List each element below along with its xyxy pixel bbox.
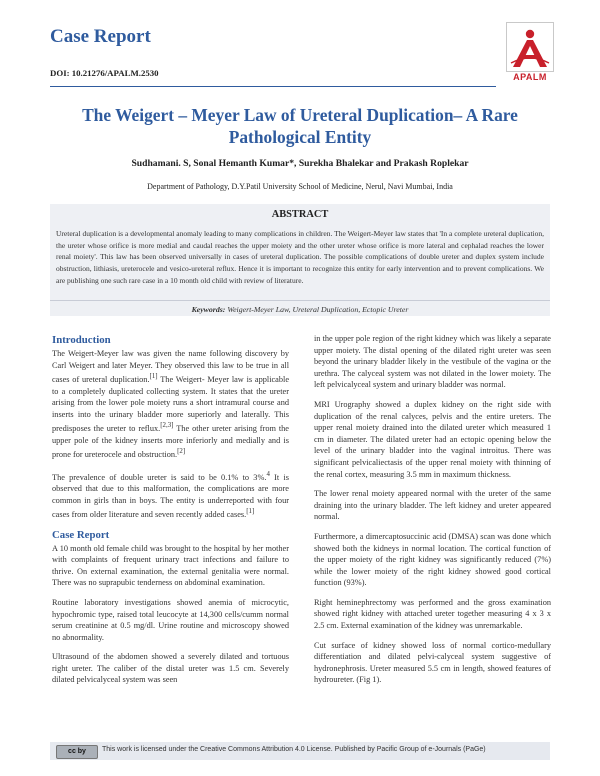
- intro-text-2a: The prevalence of double ureter is said to be 0.1% to 3%.: [52, 472, 267, 482]
- intro-text-1c: The other ureter arising from the upper pole of the kidney inserts more inferiorly and medially and is prone for ureterocele and obstruction.: [52, 424, 289, 460]
- citation: 4: [266, 470, 270, 478]
- right-paragraph-5: Right heminephrectomy was performed and the gross examination showed right kidney with attached ureter together measuring 4 x 3 x 2.5 cm. External examination of the kidney was unremarkable.: [314, 597, 551, 631]
- case-report-heading: Case Report: [52, 528, 110, 541]
- keywords-divider: [50, 300, 550, 301]
- introduction-heading: Introduction: [52, 334, 111, 346]
- license-text: This work is licensed under the Creative Commons Attribution 4.0 License. Published by Pacific Group of e-Journals (PaGe): [102, 746, 486, 753]
- intro-text-1b: The Weigert- Meyer law is applicable to a completely duplicated collecting system. It states that the ureter arising from the lower pole moiety runs a short intramural course and inserts into the urinary bladder more superiorly and laterally. This predisposes the ureter to reflux.: [52, 374, 290, 434]
- right-paragraph-4: Furthermore, a dimercaptosuccinic acid (DMSA) scan was done which showed both the kidneys in normal location. The cortical function of the upper moiety of the right kidney was significantly reduced (7%) while the lower moiety of the right kidney showed good cortical function (93%).: [314, 531, 551, 588]
- case-paragraph-1: A 10 month old female child was brought to the hospital by her mother with complaints of frequent urinary tract infections and failure to thrive. On external examination, the external genitalia were normal. There was no suprapubic tenderness on abdominal examination.: [52, 543, 289, 588]
- journal-logo: [500, 22, 560, 90]
- header-divider: [50, 86, 496, 87]
- abstract-text: Ureteral duplication is a developmental anomaly leading to many complications in children. The Weigert-Meyer law states that 'In a complete ureteral duplication, the ureter whose orifice is more medial and caudal reaches the upper moiety and the other ureter whose orifice is more lateral and cephalad reaches the lower renal moiety'. This law has been observed universally in cases of ureteral duplication. The possible complications of double ureter and duplex system include obstruction, lithiasis, ureterocele and vesico-ureteral reflux. Hence it is important to recognize this entity for early intervention and to prevent complications. We are publishing one such rare case in a 10 month old child with review of literature.: [56, 229, 544, 285]
- intro-paragraph-2: [52, 469, 289, 521]
- logo-frame: [506, 22, 554, 72]
- article-title: The Weigert – Meyer Law of Ureteral Duplication– A Rare Pathological Entity: [82, 105, 518, 147]
- keywords-list: Weigert-Meyer Law, Ureteral Duplication, Ectopic Ureter: [227, 305, 409, 314]
- logo-text: APALM: [513, 72, 547, 82]
- cc-license-badge[interactable]: cc by: [56, 745, 98, 759]
- citation: [1]: [149, 373, 158, 381]
- affiliation: Department of Pathology, D.Y.Patil University School of Medicine, Nerul, Navi Mumbai, India: [147, 182, 453, 191]
- doi: DOI: 10.21276/APALM.2530: [50, 68, 159, 78]
- case-paragraph-2: Routine laboratory investigations showed anemia of microcytic, hypochromic type, raised total leucocyte at 14,300 cells/cumm normal serum creatinine at 0.5 mg/dl. Urine routine and microscopy showed no abnormality.: [52, 597, 289, 642]
- citation: [1]: [246, 508, 255, 516]
- right-paragraph-1: in the upper pole region of the right kidney which was likely a separate upper moiety. The distal opening of the dilated right ureter was seen beyond the urinary bladder likely in the vestibule of the vagina or the urethra. The calyceal system was not dilated in the lower moiety. The left pelvicalyceal system and urinary bladder was normal.: [314, 334, 551, 390]
- right-paragraph-2: MRI Urography showed a duplex kidney on the right side with duplication of the renal calyces, pelvis and the entire ureters. The upper renal moiety drained into the dilated ureter which measured 1 cm in diameter. The dilated ureter had an ectopic opening below the level of the urinary bladder into the vaginal introitus. There was significant pelvicaliectasis of the upper renal moiety with thinning of the renal cortex, measuring 3.5 mm in maximum thickness.: [314, 399, 551, 479]
- citation: [2]: [177, 448, 186, 456]
- intro-paragraph-1: [52, 348, 289, 461]
- right-paragraph-3: The lower renal moiety appeared normal with the ureter of the same draining into the urinary bladder. The left kidney and ureter appeared normal.: [314, 489, 551, 522]
- left-column: [52, 334, 289, 694]
- intro-text-1a: The Weigert-Meyer law was given the name following discovery by Carl Weigert and later Meyer. They observed this law to be true in all cases of ureteral duplication.: [52, 349, 289, 384]
- case-paragraph-3: Ultrasound of the abdomen showed a severely dilated and tortuous right ureter. The caliber of the distal ureter was 1.5 cm. Severely dilated pelvicalyceal system was seen: [52, 652, 289, 685]
- abstract-heading: ABSTRACT: [271, 209, 329, 220]
- logo-a-icon: [507, 23, 553, 71]
- article-type-label: Case Report: [50, 26, 151, 47]
- right-column: [314, 333, 551, 694]
- author-list: Sudhamani. S, Sonal Hemanth Kumar*, Surekha Bhalekar and Prakash Roplekar: [131, 158, 469, 169]
- intro-text-2b: It is observed that due to this malformation, the complications are more common in girls than in boys. The entity is underreported with four cases from older literature and seven recently added cases.: [52, 472, 289, 519]
- keywords-label: Keywords:: [191, 305, 226, 314]
- right-paragraph-6: Cut surface of kidney showed loss of normal cortico-medullary differentiation and dilated pelvi-calyceal system suggestive of hydronephrosis. Ureter measured 5.5 cm in length, showed features of hydroureter. (Fig 1).: [314, 640, 551, 685]
- license-footer: [50, 742, 550, 760]
- citation: [2,3]: [160, 422, 174, 430]
- keywords-line: [50, 305, 550, 314]
